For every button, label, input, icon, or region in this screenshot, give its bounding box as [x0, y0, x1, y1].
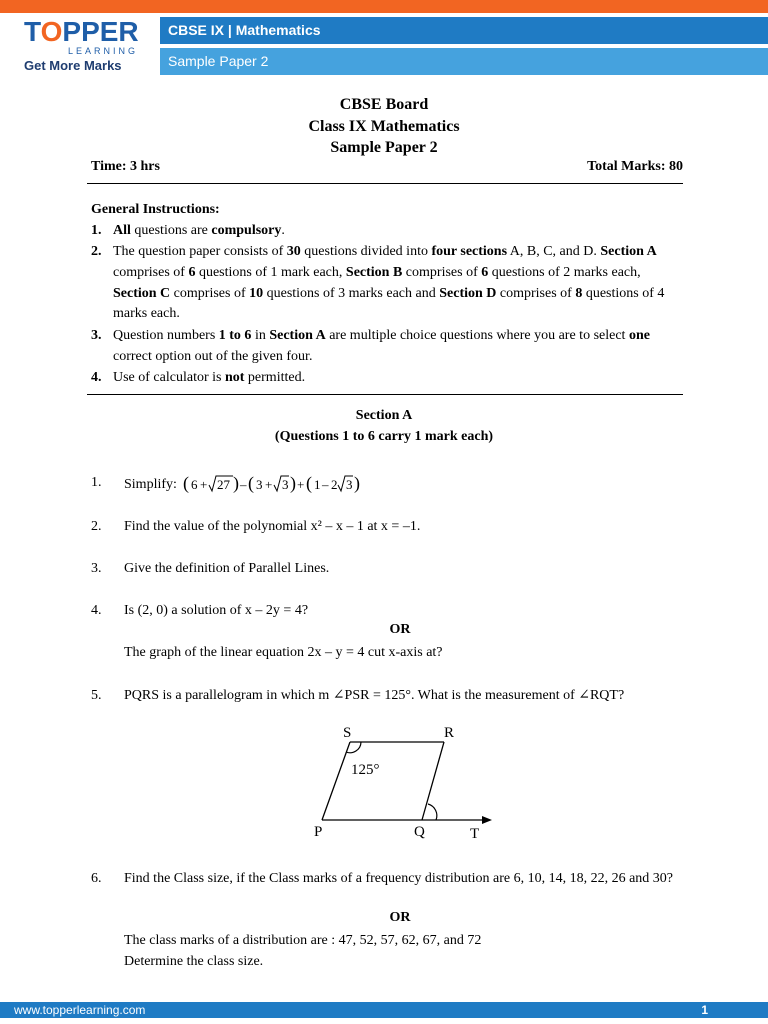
top-accent-bar: [0, 0, 768, 13]
svg-text:–: –: [322, 477, 329, 492]
divider: [87, 394, 683, 395]
or-label: OR: [389, 910, 411, 925]
question-3: 3. Give the definition of Parallel Lines.: [91, 561, 330, 576]
logo-brand: TOPPER: [24, 16, 139, 47]
svg-text:–: –: [240, 477, 247, 492]
label-p: P: [314, 824, 323, 840]
question-4-alternative: The graph of the linear equation 2x – y = 4 cut x-axis at?: [124, 645, 443, 660]
doc-title-paper: Sample Paper 2: [330, 139, 438, 156]
section-title: Section A: [355, 408, 413, 423]
question-6-alternative: The class marks of a distribution are : 47, 52, 57, 62, 67, and 72: [124, 933, 482, 948]
or-label: OR: [389, 622, 411, 637]
question-5: 5. PQRS is a parallelogram in which m ∠PSR = 125°. What is the measurement of ∠RQT?: [91, 688, 625, 703]
label-t: T: [470, 826, 480, 842]
logo-tagline: Get More Marks: [24, 58, 122, 73]
svg-text:): ): [290, 473, 297, 493]
label-s: S: [343, 725, 352, 741]
svg-text:3: 3: [256, 477, 263, 492]
question-6: 6. Find the Class size, if the Class marks of a frequency distribution are 6, 10, 14, 18, 22, 26 and 30?: [91, 871, 674, 886]
svg-text:6: 6: [191, 477, 198, 492]
instruction-item: 4. Use of calculator is not permitted.: [91, 370, 306, 385]
instruction-item: 1. All questions are compulsory.: [91, 223, 285, 238]
instruction-item: 2. The question paper consists of 30 questions divided into four sections A, B, C, and D. Section A comprises of 6 questions of 1 mark each, Section B comprises of 6 questions of 2 marks each, Section C comprises of 10 questions of 3 marks each and Section D comprises of 8 questions of 4 marks each.: [91, 244, 665, 322]
total-marks-label: Total Marks: 80: [587, 159, 683, 174]
logo-learning: LEARNING: [68, 46, 139, 56]
svg-text:3: 3: [282, 477, 289, 492]
paper-header: Sample Paper 2: [160, 48, 768, 75]
svg-text:): ): [354, 473, 361, 493]
svg-text:): ): [233, 473, 240, 493]
svg-text:(: (: [183, 473, 190, 493]
question-1: 1. Simplify: ( 6 + 27 ) – ( 3 + 3 ) + ( 1 – 2 3 ): [91, 472, 691, 498]
doc-title-board: CBSE Board: [339, 96, 429, 113]
topper-logo[interactable]: [20, 16, 140, 78]
label-r: R: [444, 725, 455, 741]
svg-text:(: (: [306, 473, 313, 493]
angle-label: 125°: [351, 762, 380, 778]
simplify-expression: [183, 472, 373, 498]
subject-header: CBSE IX | Mathematics: [160, 17, 768, 44]
question-4: 4. Is (2, 0) a solution of x – 2y = 4?: [91, 603, 309, 618]
section-subtitle: (Questions 1 to 6 carry 1 mark each): [274, 429, 494, 444]
instructions-heading: General Instructions:: [91, 202, 220, 217]
time-label: Time: 3 hrs: [91, 159, 160, 174]
question-2: 2. Find the value of the polynomial x² – x – 1 at x = –1.: [91, 519, 421, 534]
svg-text:1: 1: [314, 477, 321, 492]
page-number: 1: [701, 1003, 708, 1017]
svg-text:+: +: [265, 477, 273, 492]
footer-url-link[interactable]: www.topperlearning.com: [14, 1003, 146, 1017]
svg-text:+: +: [200, 477, 208, 492]
svg-text:2: 2: [331, 477, 338, 492]
svg-text:3: 3: [346, 477, 353, 492]
label-q: Q: [414, 824, 425, 840]
svg-text:+: +: [297, 477, 305, 492]
svg-text:27: 27: [217, 477, 231, 492]
doc-title-class: Class IX Mathematics: [308, 118, 460, 135]
question-6-alternative-2: Determine the class size.: [124, 954, 264, 969]
svg-text:(: (: [248, 473, 255, 493]
parallelogram-diagram: [310, 720, 510, 842]
divider: [87, 183, 683, 184]
instruction-item: 3. Question numbers 1 to 6 in Section A are multiple choice questions where you are to select one correct option out of the given four.: [91, 328, 650, 364]
